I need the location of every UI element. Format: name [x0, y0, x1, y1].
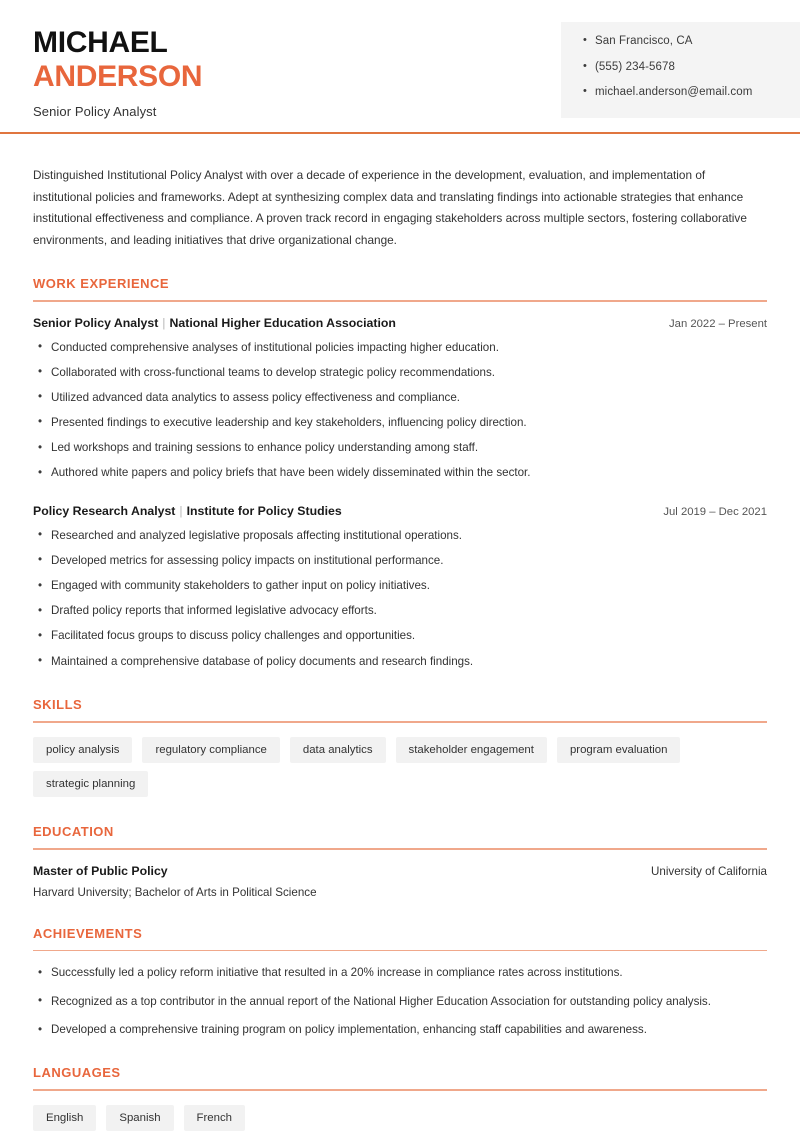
- section-title-work-experience: WORK EXPERIENCE: [33, 276, 170, 291]
- experience-role: Senior Policy Analyst: [33, 315, 159, 330]
- experience-bullet: • Authored white papers and policy briefs that have been widely disseminated within the sector.: [33, 465, 767, 481]
- title-separator: |: [179, 503, 183, 518]
- section-education: [33, 824, 767, 899]
- experience-bullet: • Drafted policy reports that informed legislative advocacy efforts.: [33, 603, 767, 619]
- achievement-bullet: • Successfully led a policy reform initiative that resulted in a 20% increase in compliance rates across institutions.: [33, 965, 767, 981]
- section-languages: [33, 1065, 767, 1131]
- education-entry-header: [33, 864, 767, 878]
- last-name: ANDERSON: [33, 59, 203, 93]
- section-achievements: [33, 926, 767, 1038]
- section-divider: [33, 721, 767, 723]
- contact-email: • michael.anderson@email.com: [583, 87, 800, 99]
- skill-chip: regulatory compliance: [142, 737, 279, 763]
- header-divider: [0, 132, 800, 134]
- experience-bullet: • Presented findings to executive leadership and key stakeholders, influencing policy direction.: [33, 415, 767, 431]
- experience-bullet: • Engaged with community stakeholders to gather input on policy initiatives.: [33, 578, 767, 594]
- education-subtitle: Harvard University; Bachelor of Arts in Political Science: [33, 885, 317, 899]
- section-divider: [33, 1089, 767, 1091]
- skill-chip: strategic planning: [33, 771, 148, 797]
- section-skills: [33, 697, 767, 797]
- section-divider: [33, 950, 767, 952]
- experience-title-company: [33, 316, 396, 330]
- contact-info-box: [561, 22, 800, 118]
- section-title-achievements: ACHIEVEMENTS: [33, 925, 143, 941]
- professional-title: Senior Policy Analyst: [33, 103, 157, 119]
- contact-phone: • (555) 234-5678: [583, 62, 800, 74]
- section-divider: [33, 848, 767, 850]
- experience-title-company: [33, 504, 342, 518]
- experience-entry: [33, 504, 767, 669]
- experience-date-range: Jul 2019 – Dec 2021: [663, 505, 767, 518]
- section-title-skills: SKILLS: [33, 697, 83, 713]
- language-chip: Spanish: [106, 1105, 173, 1131]
- experience-role: Policy Research Analyst: [33, 503, 176, 518]
- experience-bullet: • Led workshops and training sessions to enhance policy understanding among staff.: [33, 440, 767, 456]
- experience-bullet: • Utilized advanced data analytics to assess policy effectiveness and compliance.: [33, 390, 767, 406]
- title-separator: |: [162, 315, 166, 330]
- experience-bullet: • Conducted comprehensive analyses of institutional policies impacting higher education.: [33, 340, 767, 356]
- languages-chip-list: [33, 1105, 767, 1131]
- section-work-experience: [33, 276, 767, 669]
- experience-bullet: • Maintained a comprehensive database of policy documents and research findings.: [33, 654, 767, 670]
- experience-entry: [33, 316, 767, 481]
- experience-bullet-list: [33, 340, 767, 481]
- skill-chip: stakeholder engagement: [396, 737, 547, 763]
- resume-header: [0, 0, 800, 134]
- section-title-education: EDUCATION: [33, 824, 114, 840]
- experience-bullet: • Facilitated focus groups to discuss policy challenges and opportunities.: [33, 628, 767, 644]
- contact-location: • San Francisco, CA: [583, 36, 800, 48]
- section-divider: [33, 300, 767, 302]
- first-name: MICHAEL: [33, 26, 168, 59]
- name-block: [33, 26, 202, 119]
- achievement-bullet: • Developed a comprehensive training program on policy implementation, enhancing staff capabilities and awareness.: [33, 1022, 767, 1038]
- resume-body: [0, 165, 800, 1131]
- experience-bullet: • Developed metrics for assessing policy impacts on institutional performance.: [33, 553, 767, 569]
- experience-company: National Higher Education Association: [169, 315, 396, 330]
- education-degree: Master of Public Policy: [33, 863, 168, 878]
- skill-chip: data analytics: [290, 737, 386, 763]
- experience-entry-header: [33, 316, 767, 330]
- experience-entry-header: [33, 504, 767, 518]
- achievements-bullet-list: [33, 965, 767, 1038]
- experience-date-range: Jan 2022 – Present: [669, 317, 767, 330]
- experience-bullet: • Collaborated with cross-functional teams to develop strategic policy recommendations.: [33, 365, 767, 381]
- skill-chip: policy analysis: [33, 737, 132, 763]
- achievement-bullet: • Recognized as a top contributor in the annual report of the National Higher Education Association for outstanding policy analysis.: [33, 994, 767, 1010]
- section-title-languages: LANGUAGES: [33, 1065, 121, 1081]
- experience-bullet: • Researched and analyzed legislative proposals affecting institutional operations.: [33, 528, 767, 544]
- language-chip: English: [33, 1105, 96, 1131]
- skills-chip-list: [33, 737, 767, 798]
- skill-chip: program evaluation: [557, 737, 681, 763]
- language-chip: French: [184, 1105, 245, 1131]
- experience-company: Institute for Policy Studies: [186, 503, 342, 518]
- education-institution: University of California: [651, 864, 767, 878]
- professional-summary: Distinguished Institutional Policy Analyst with over a decade of experience in the development, evaluation, and implementation of institutional policies and frameworks. Adept at synthesizing complex data and translating findings into actionable strategies that enhance institutional effectiveness and compliance. A proven track record in engaging stakeholders across multiple sectors, fostering collaborative environments, and leading initiatives that drive organizational change.: [33, 168, 747, 247]
- experience-bullet-list: [33, 528, 767, 669]
